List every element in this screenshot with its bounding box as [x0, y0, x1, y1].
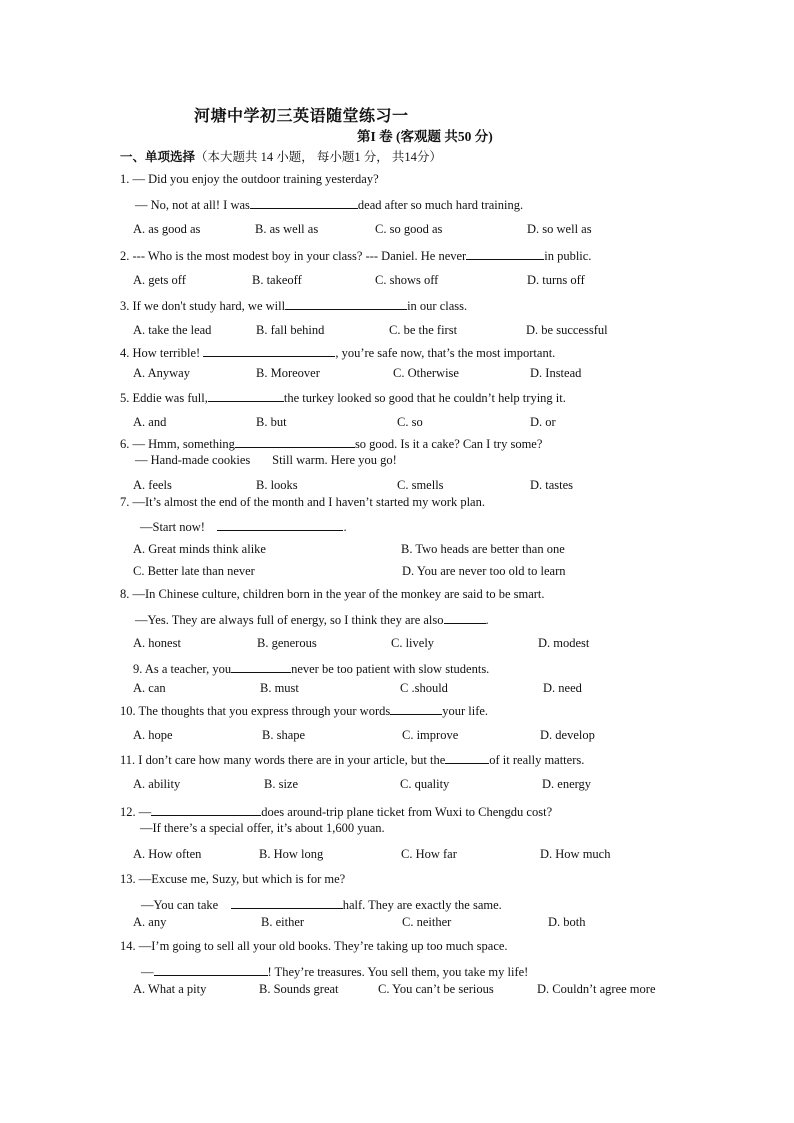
option-c: C. so: [397, 415, 423, 429]
answer-blank: [445, 752, 489, 764]
option-c: C. Better late than never: [133, 564, 255, 578]
option-d: D. or: [530, 415, 556, 429]
option-d: D. develop: [540, 728, 595, 742]
option-a: A. take the lead: [133, 323, 212, 337]
option-b: B. generous: [257, 636, 317, 650]
option-a: A. honest: [133, 636, 181, 650]
question-13-line-2: —You can take half. They are exactly the same.: [141, 898, 502, 912]
option-d: D. Instead: [530, 366, 582, 380]
option-c: C. You can’t be serious: [378, 982, 494, 996]
answer-blank: [250, 197, 358, 209]
option-c: C .should: [400, 681, 448, 695]
question-5-stem: 5. Eddie was full, the turkey looked so good that he couldn’t help trying it.: [120, 391, 566, 405]
option-b: B. shape: [262, 728, 306, 742]
option-b: B. fall behind: [256, 323, 325, 337]
option-d: D. tastes: [530, 478, 574, 492]
option-b: B. either: [261, 915, 305, 929]
question-14-line-2: — ! They’re treasures. You sell them, you take my life!: [141, 965, 529, 979]
option-a: A. Great minds think alike: [133, 542, 266, 556]
question-6-stem: 6. — Hmm, something so good. Is it a cake? Can I try some?: [120, 437, 543, 451]
option-b: B. How long: [259, 847, 324, 861]
answer-blank: [231, 897, 343, 909]
option-c: C. lively: [391, 636, 435, 650]
answer-blank: [235, 436, 355, 448]
option-a: A. gets off: [133, 273, 186, 287]
option-d: D. turns off: [527, 273, 585, 287]
section-note: （本大题共 14 小题， 每小题1 分， 共14分）: [195, 150, 442, 164]
question-6-line-2: — Hand-made cookies Still warm. Here you go!: [135, 453, 397, 467]
option-b: B. but: [256, 415, 287, 429]
question-8-stem: 8. —In Chinese culture, children born in the year of the monkey are said to be smart.: [120, 587, 545, 601]
question-9-stem: 9. As a teacher, you never be too patient with slow students.: [133, 662, 490, 676]
section-label: 一、单项选择: [120, 150, 196, 164]
question-1-line-2: — No, not at all! I was dead after so much hard training.: [135, 198, 524, 212]
option-c: C. quality: [400, 777, 450, 791]
option-a: A. hope: [133, 728, 173, 742]
option-d: D. How much: [540, 847, 611, 861]
question-4-stem: 4. How terrible! , you’re safe now, that’s the most important.: [120, 346, 556, 360]
option-d: D. energy: [542, 777, 592, 791]
option-a: A. and: [133, 415, 167, 429]
option-c: C. improve: [402, 728, 459, 742]
option-b: B. takeoff: [252, 273, 302, 287]
option-d: D. You are never too old to learn: [402, 564, 566, 578]
question-12-line-2: —If there’s a special offer, it’s about 1,600 yuan.: [140, 821, 385, 835]
option-b: B. must: [260, 681, 299, 695]
option-c: C. so good as: [375, 222, 443, 236]
option-d: D. need: [543, 681, 582, 695]
option-d: D. so well as: [527, 222, 592, 236]
question-2-stem: 2. --- Who is the most modest boy in your class? --- Daniel. He never in public.: [120, 249, 592, 263]
option-d: D. modest: [538, 636, 590, 650]
option-a: A. as good as: [133, 222, 201, 236]
question-11-stem: 11. I don’t care how many words there are in your article, but the of it really matters.: [120, 753, 585, 767]
option-b: B. looks: [256, 478, 298, 492]
option-a: A. What a pity: [133, 982, 207, 996]
question-3-stem: 3. If we don't study hard, we will in our class.: [120, 299, 468, 313]
question-7-stem: 7. —It’s almost the end of the month and I haven’t started my work plan.: [120, 495, 485, 509]
option-b: B. Two heads are better than one: [401, 542, 565, 556]
question-12-stem: 12. — does around-trip plane ticket from Wuxi to Chengdu cost?: [120, 805, 553, 819]
question-7-line-2: —Start now! .: [140, 520, 347, 534]
answer-blank: [208, 390, 284, 402]
option-d: D. be successful: [526, 323, 608, 337]
answer-blank: [285, 298, 407, 310]
option-b: B. Moreover: [256, 366, 320, 380]
answer-blank: [203, 345, 335, 357]
answer-blank: [390, 703, 442, 715]
option-c: C. Otherwise: [393, 366, 459, 380]
page-title: 河塘中学初三英语随堂练习一: [194, 108, 409, 125]
option-a: A. Anyway: [133, 366, 190, 380]
question-1-stem: 1. — Did you enjoy the outdoor training yesterday?: [120, 172, 379, 186]
option-a: A. ability: [133, 777, 181, 791]
option-c: C. How far: [401, 847, 457, 861]
question-8-line-2: —Yes. They are always full of energy, so I think they are also .: [135, 613, 489, 627]
section-heading: [120, 147, 442, 165]
option-d: D. both: [548, 915, 586, 929]
option-b: B. Sounds great: [259, 982, 339, 996]
answer-blank: [217, 519, 343, 531]
page-subtitle: 第I 卷 (客观题 共50 分): [357, 129, 493, 144]
option-b: B. as well as: [255, 222, 319, 236]
answer-blank: [444, 612, 486, 624]
question-13-stem: 13. —Excuse me, Suzy, but which is for me?: [120, 872, 346, 886]
option-a: A. can: [133, 681, 166, 695]
question-14-stem: 14. —I’m going to sell all your old books. They’re taking up too much space.: [120, 939, 508, 953]
answer-blank: [154, 964, 268, 976]
question-10-stem: 10. The thoughts that you express through your words your life.: [120, 704, 489, 718]
option-a: A. any: [133, 915, 167, 929]
option-c: C. smells: [397, 478, 444, 492]
option-c: C. neither: [402, 915, 452, 929]
option-d: D. Couldn’t agree more: [537, 982, 656, 996]
option-a: A. feels: [133, 478, 172, 492]
option-b: B. size: [264, 777, 299, 791]
answer-blank: [466, 248, 544, 260]
answer-blank: [231, 661, 291, 673]
option-a: A. How often: [133, 847, 202, 861]
option-c: C. shows off: [375, 273, 439, 287]
option-c: C. be the first: [389, 323, 458, 337]
answer-blank: [151, 804, 261, 816]
